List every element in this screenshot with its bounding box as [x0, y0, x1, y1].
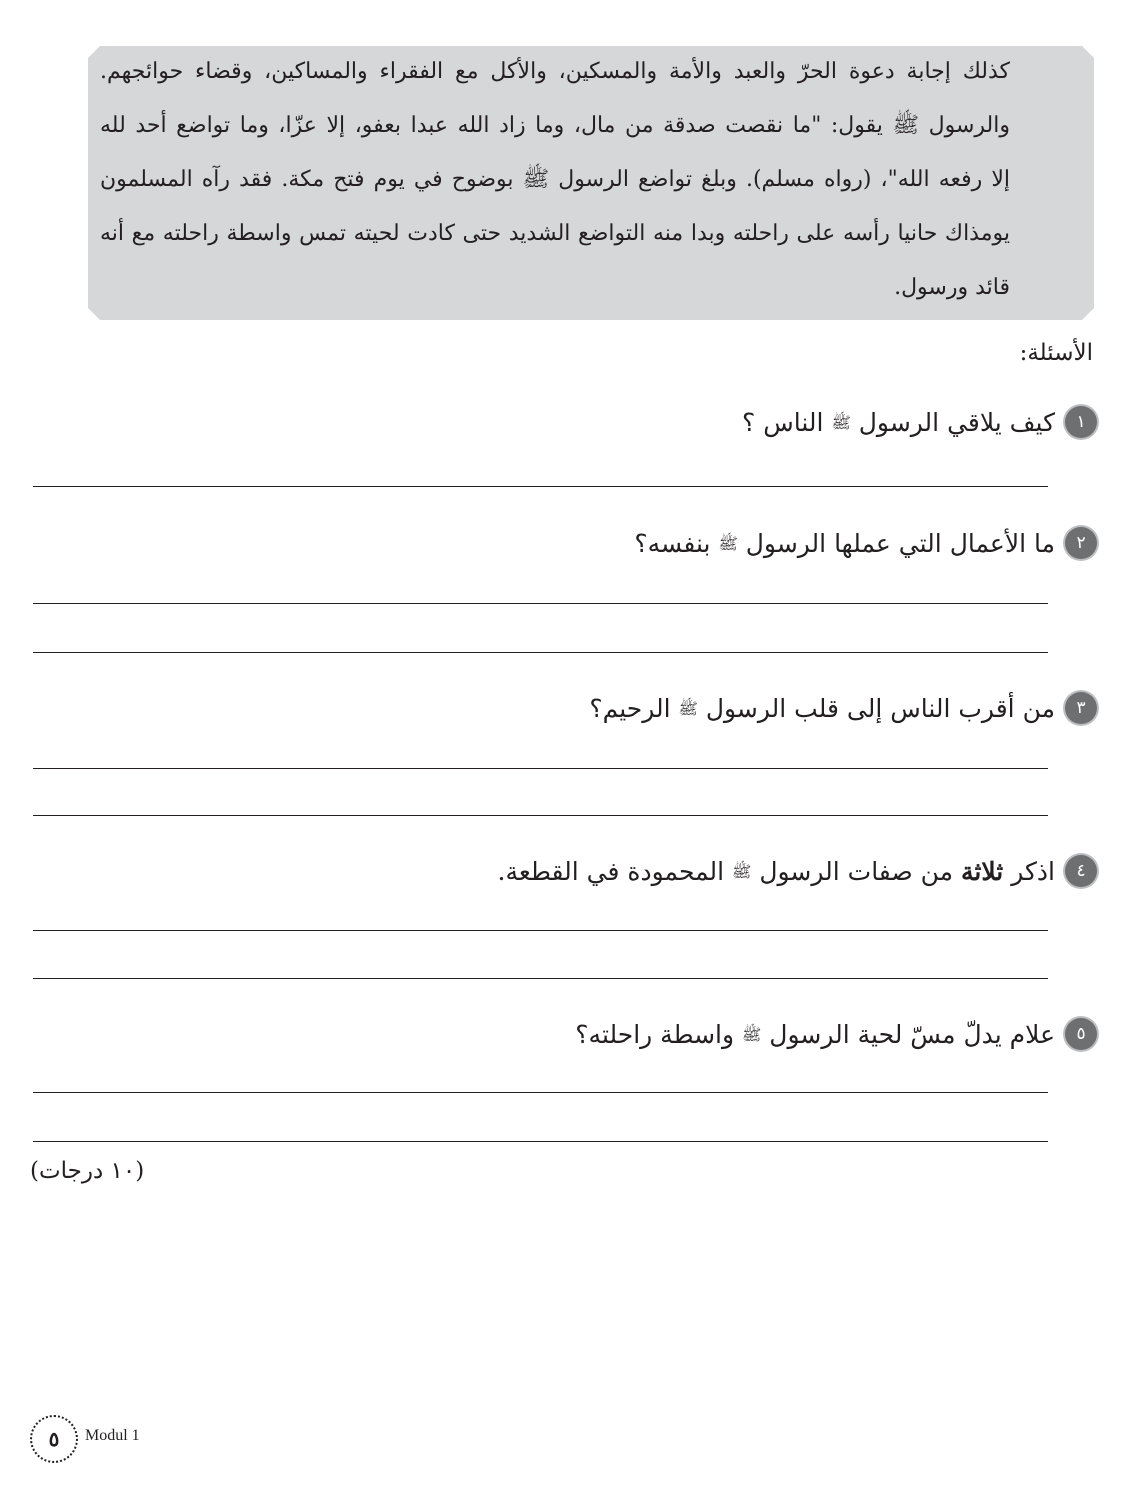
- salawat-glyph: ﷺ: [678, 698, 698, 718]
- question-text: كيف يلاقي الرسول ﷺ الناس ؟: [742, 407, 1055, 437]
- question-5: [575, 1018, 1097, 1050]
- question-text: من أقرب الناس إلى قلب الرسول ﷺ الرحيم؟: [589, 693, 1055, 723]
- total-marks: (١٠ درجات): [30, 1158, 145, 1184]
- module-label: Modul 1: [85, 1427, 140, 1444]
- passage-line-5: قائد ورسول.: [894, 275, 1010, 300]
- answer-line[interactable]: [33, 652, 1048, 653]
- salawat-glyph: ﷺ: [718, 533, 738, 553]
- passage-line-1: كذلك إجابة دعوة الحرّ والعبد والأمة والمسكين، والأكل مع الفقراء والمساكين، وقضاء حوائجهم.: [100, 59, 1010, 84]
- question-4: [498, 855, 1097, 887]
- question-number-badge: ١: [1065, 406, 1097, 438]
- answer-line[interactable]: [33, 486, 1048, 487]
- answer-line[interactable]: [33, 930, 1048, 931]
- answer-line[interactable]: [33, 1092, 1048, 1093]
- salawat-glyph: ﷺ: [742, 1024, 762, 1044]
- answer-line[interactable]: [33, 768, 1048, 769]
- question-2: [634, 527, 1097, 559]
- answer-line[interactable]: [33, 603, 1048, 604]
- salawat-glyph: ﷺ: [831, 412, 851, 432]
- passage-line-3: إلا رفعه الله"، (رواه مسلم). وبلغ تواضع الرسول ﷺ بوضوح في يوم فتح مكة. فقد رآه المسلمون: [100, 167, 1010, 192]
- answer-line[interactable]: [33, 978, 1048, 979]
- answer-line[interactable]: [33, 815, 1048, 816]
- question-number-badge: ٤: [1065, 855, 1097, 887]
- questions-heading: الأسئلة:: [1019, 340, 1093, 366]
- question-1: [742, 406, 1097, 438]
- passage-line-2: والرسول ﷺ يقول: "ما نقصت صدقة من مال، وما زاد الله عبدا بعفو، إلا عزّا، وما تواضع أحد لله: [100, 113, 1010, 138]
- emphasis-word: ثلاثة: [961, 856, 1004, 886]
- answer-line[interactable]: [33, 1141, 1048, 1142]
- question-text: علام يدلّ مسّ لحية الرسول ﷺ واسطة راحلته؟: [575, 1019, 1055, 1049]
- salawat-glyph: ﷺ: [732, 861, 752, 881]
- question-3: [589, 692, 1097, 724]
- question-number-badge: ٥: [1065, 1018, 1097, 1050]
- page-number-badge: ٥: [30, 1415, 78, 1463]
- question-text: ما الأعمال التي عملها الرسول ﷺ بنفسه؟: [634, 528, 1055, 558]
- question-number-badge: ٢: [1065, 527, 1097, 559]
- question-number-badge: ٣: [1065, 692, 1097, 724]
- passage-line-4: يومذاك حانيا رأسه على راحلته وبدا منه التواضع الشديد حتى كادت لحيته تمس واسطة راحلته مع أنه: [100, 221, 1010, 246]
- question-text: اذكر ثلاثة من صفات الرسول ﷺ المحمودة في القطعة.: [497, 856, 1055, 886]
